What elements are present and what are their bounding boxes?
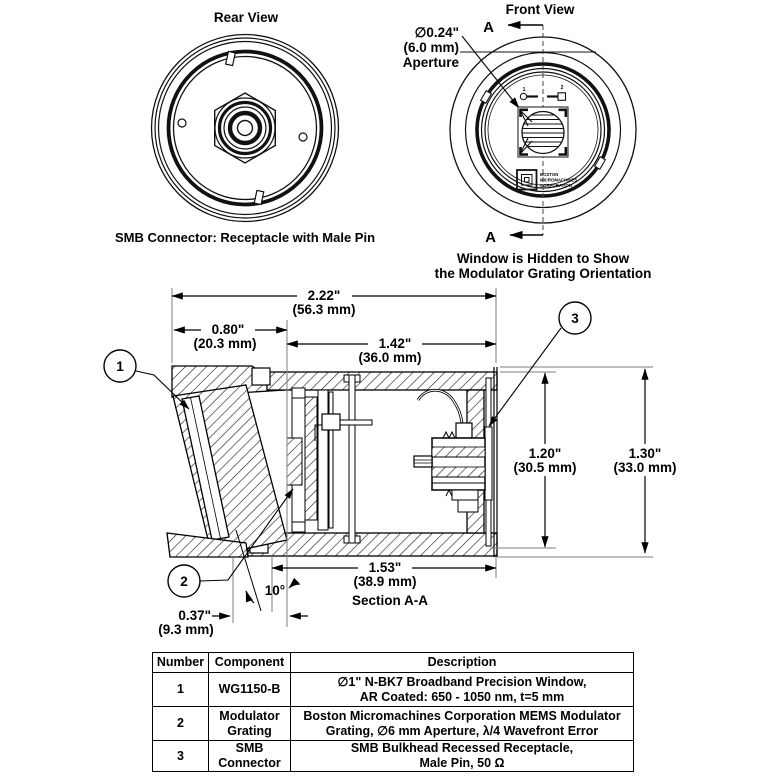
row3-description-line1: SMB Bulkhead Recessed Receptacle,: [350, 741, 574, 755]
row2-description-line2: Grating, ∅6 mm Aperture, λ/4 Wavefront Error: [325, 723, 599, 738]
rear-hole-left: [178, 119, 186, 127]
header-number: Number: [153, 653, 209, 673]
dim-outer-height-mm: (33.0 mm): [613, 460, 677, 475]
top-wall: [267, 372, 497, 390]
oring-groove-top: [252, 368, 270, 385]
dim-front-width-in: 0.80": [211, 322, 245, 337]
row2-component-line1: Modulator: [219, 708, 280, 723]
section-label-bottom: A: [485, 229, 496, 246]
grating-pcb: [349, 375, 355, 543]
coax-wire: [418, 390, 462, 423]
row2-description-line1: Boston Micromachines Corporation MEMS Modulator: [303, 708, 621, 723]
aperture-label: [403, 25, 460, 70]
section-title: Section A-A: [351, 593, 429, 608]
row2-number: 2: [153, 707, 209, 741]
rear-view-title: Rear View: [213, 10, 279, 25]
dim-body-length-in: 1.53": [368, 560, 402, 575]
front-spanner-slot-left: [481, 91, 492, 104]
logo-line1: BOSTON: [540, 172, 559, 177]
row2-component-line2: Grating: [227, 723, 272, 738]
dim-total-width-in: 2.22": [307, 288, 341, 303]
dim-offset-mm: (9.3 mm): [158, 622, 214, 637]
dim-front-width-mm: (20.3 mm): [193, 336, 257, 351]
angle-arc-right: [289, 584, 300, 588]
dim-body-length-mm: (38.9 mm): [353, 574, 417, 589]
table-row: [153, 707, 634, 741]
actuator-block: [322, 414, 340, 430]
table-row: [153, 741, 634, 772]
aperture-label-line3: Aperture: [402, 55, 459, 70]
front-view-caption: [435, 251, 652, 281]
row3-component-line2: Connector: [218, 756, 281, 770]
table-row: [153, 673, 634, 707]
row1-description-line1: ∅1" N-BK7 Broadband Precision Window,: [337, 674, 587, 689]
header-component: Component: [209, 653, 291, 673]
row3-component: [209, 741, 291, 772]
balloon-1-number: 1: [116, 359, 124, 374]
rear-hole-right: [299, 133, 307, 141]
modulator-grating-assembly: [287, 375, 372, 543]
grating-mount-block: [287, 438, 302, 485]
logo-line3: CORPORATION: [540, 183, 572, 188]
logo-line2: MICROMACHINES: [540, 177, 578, 183]
front-caption-line1: Window is Hidden to Show: [456, 251, 630, 266]
dim-rear-width-mm: (36.0 mm): [358, 350, 422, 365]
rear-view: [115, 10, 375, 245]
component-table: [152, 652, 634, 772]
row3-component-line1: SMB: [235, 741, 264, 755]
header-description: Description: [291, 653, 634, 673]
row2-description: [291, 707, 634, 741]
front-caption-line2: the Modulator Grating Orientation: [434, 266, 652, 281]
balloon-3-leader: [489, 328, 561, 426]
smb-connector-body: [432, 438, 485, 490]
row1-component-line1: WG1150-B: [218, 682, 281, 696]
row1-component: [209, 673, 291, 707]
section-label-top: A: [483, 19, 494, 36]
mems-chip: [518, 107, 568, 157]
bmc-logo: [517, 170, 577, 190]
dim-rear-width-in: 1.42": [378, 336, 412, 351]
fiducial-1-label: 1: [522, 87, 526, 93]
row3-number: 3: [153, 741, 209, 772]
row3-description: [291, 741, 634, 772]
angle-arc-left: [246, 591, 254, 603]
row1-number: 1: [153, 673, 209, 707]
table-header-row: [153, 653, 634, 673]
row2-component: [209, 707, 291, 741]
balloon-2-number: 2: [180, 574, 188, 589]
row3-description-line2: Male Pin, 50 Ω: [419, 756, 505, 770]
dim-angle: 10°: [264, 583, 286, 598]
dim-inner-height-in: 1.20": [528, 446, 562, 461]
fiducial-2-label: 2: [560, 85, 564, 91]
front-view-title: Front View: [505, 2, 575, 17]
aperture-label-line2: (6.0 mm): [403, 40, 459, 55]
dim-inner-height-mm: (30.5 mm): [513, 460, 577, 475]
rear-view-caption: SMB Connector: Receptacle with Male Pin: [114, 230, 376, 245]
front-spanner-slot-right: [595, 157, 606, 170]
dim-offset-in: 0.37": [178, 608, 211, 623]
smb-male-pin: [414, 456, 432, 467]
row1-description-line2: AR Coated: 650 - 1050 nm, t=5 mm: [359, 689, 565, 704]
section-view: [104, 288, 682, 637]
dim-total-width-mm: (56.3 mm): [292, 302, 356, 317]
balloon-3-number: 3: [571, 311, 579, 326]
actuator-pin: [340, 420, 372, 425]
aperture-label-line1: ∅0.24": [414, 25, 459, 40]
row1-description: [291, 673, 634, 707]
dim-outer-height-in: 1.30": [628, 446, 662, 461]
front-view: [403, 2, 652, 281]
